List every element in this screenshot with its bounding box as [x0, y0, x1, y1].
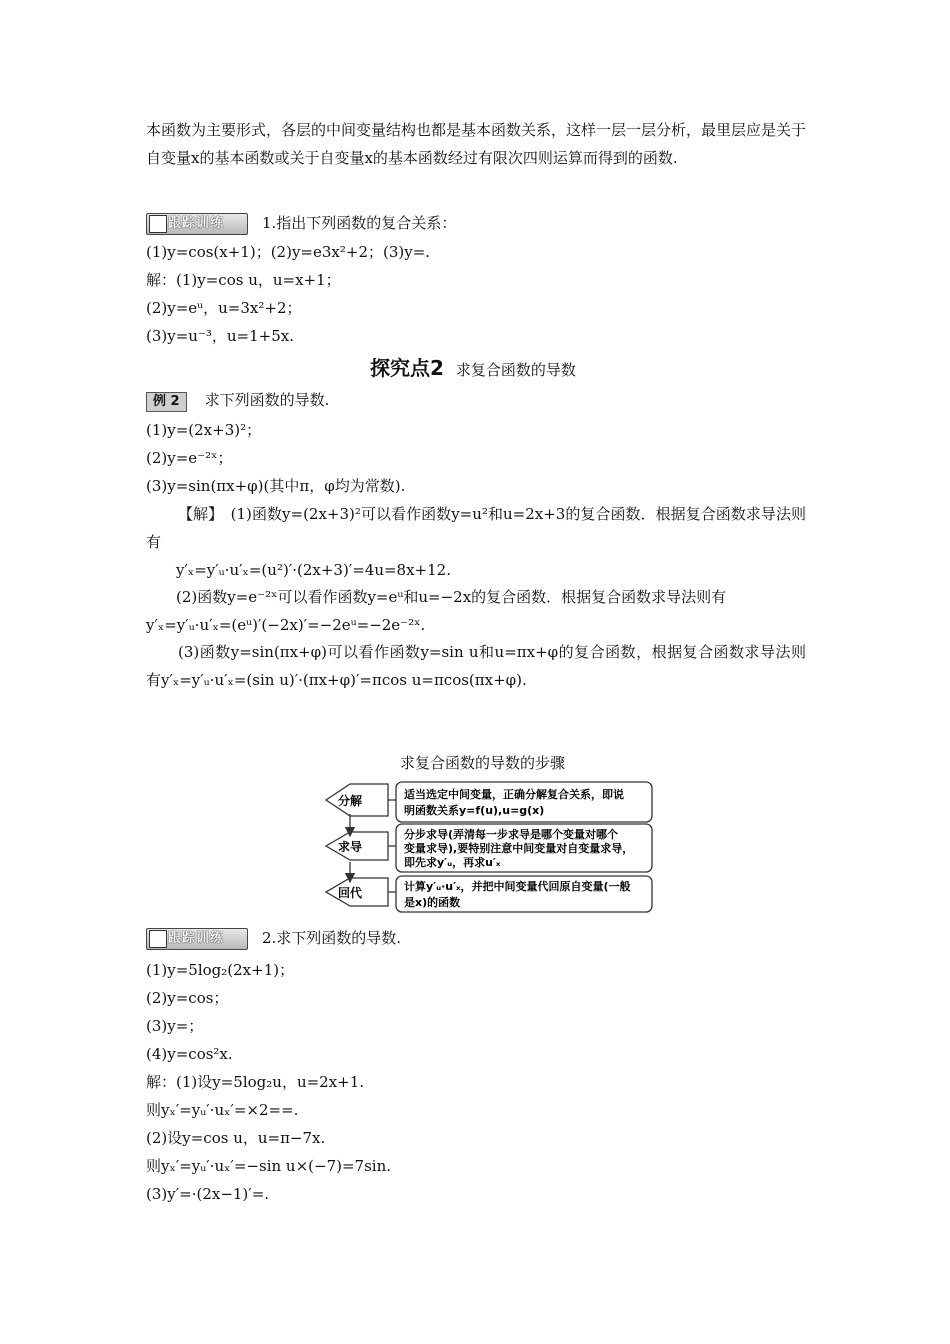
- section-heading: [370, 352, 576, 381]
- example-2-prompt: 求下列函数的导数.: [204, 391, 330, 409]
- training-2-q2: (2)y=cos；: [146, 989, 229, 1007]
- step-text-line: 是x)的函数: [404, 896, 461, 909]
- example-2-header: [146, 390, 329, 412]
- example-2-q2: (2)y=e⁻²ˣ；: [146, 449, 233, 467]
- training-2-q3: (3)y=；: [146, 1017, 204, 1035]
- step-label: 求导: [338, 840, 363, 854]
- example-2-solution-1: 【解】 (1)函数y=(2x+3)²可以看作函数y=u²和u=2x+3的复合函数．根据复合函数求导法则有: [146, 505, 806, 551]
- training-tag: 跟踪训练: [146, 928, 248, 950]
- training-2-header: [146, 928, 401, 950]
- example-2-solution-1-formula: y′ₓ=y′ᵤ·u′ₓ=(u²)′·(2x+3)′=4u=8x+12.: [176, 561, 451, 579]
- training-2-solution-1: 解：(1)设y=5log₂u，u=2x+1.: [146, 1073, 365, 1091]
- diagram-title: 求复合函数的导数的步骤: [400, 754, 566, 772]
- step-differentiate: [326, 824, 652, 872]
- step-text-line: 明函数关系y=f(u),u=g(x): [404, 804, 545, 817]
- training-2-solution-5: (3)y′=·(2x−1)′=.: [146, 1185, 270, 1203]
- step-label: 回代: [338, 886, 363, 900]
- step-text-line: 计算y′ᵤ·u′ₓ，并把中间变量代回原自变量(一般: [404, 880, 631, 893]
- training-2-q4: (4)y=cos²x.: [146, 1045, 233, 1063]
- step-text-line: 适当选定中间变量，正确分解复合关系，即说: [404, 788, 624, 801]
- steps-flowchart: [318, 778, 658, 918]
- training-tag: 跟踪训练: [146, 213, 248, 235]
- section-subtitle: 求复合函数的导数: [455, 361, 576, 379]
- notebook-check-icon: [149, 215, 167, 233]
- example-tag: 例 2: [146, 392, 187, 412]
- training-2-prompt: 2.求下列函数的导数.: [262, 929, 402, 947]
- example-2-q3: (3)y=sin(πx+φ)(其中π，φ均为常数).: [146, 477, 406, 495]
- example-2-solution-2: (2)函数y=e⁻²ˣ可以看作函数y=eᵘ和u=−2x的复合函数．根据复合函数求导法则有: [176, 588, 727, 606]
- step-substitute: [326, 876, 652, 912]
- step-text-line: 分步求导(弄清每一步求导是哪个变量对哪个: [404, 828, 619, 841]
- training-1-solution-1: 解：(1)y=cos u，u=x+1；: [146, 271, 341, 289]
- example-2-solution-3: (3)函数y=sin(πx+φ)可以看作函数y=sin u和u=πx+φ的复合函数，根据复合函数求导法则有y′ₓ=y′ᵤ·u′ₓ=(sin u)′·(πx+φ)′=πcos u=πcos(πx+φ).: [146, 643, 806, 689]
- step-decompose: [326, 782, 652, 822]
- step-text-line: 即先求y′ᵤ，再求u′ₓ: [404, 856, 501, 869]
- training-1-solution-2: (2)y=eᵘ，u=3x²+2；: [146, 299, 302, 317]
- example-2-solution-2-formula: y′ₓ=y′ᵤ·u′ₓ=(eᵘ)′(−2x)′=−2eᵘ=−2e⁻²ˣ.: [146, 616, 426, 634]
- training-1-solution-3: (3)y=u⁻³，u=1+5x.: [146, 327, 294, 345]
- notebook-check-icon: [149, 930, 167, 948]
- training-2-solution-3: (2)设y=cos u，u=π−7x.: [146, 1129, 326, 1147]
- example-2-q1: (1)y=(2x+3)²；: [146, 421, 262, 439]
- intro-paragraph: 本函数为主要形式，各层的中间变量结构也都是基本函数关系，这样一层一层分析，最里层应是关于自变量x的基本函数或关于自变量x的基本函数经过有限次四则运算而得到的函数.: [146, 121, 807, 167]
- training-1-question: (1)y=cos(x+1)；(2)y=e3x²+2；(3)y=.: [146, 243, 431, 261]
- training-1-prompt: 1.指出下列函数的复合关系：: [262, 214, 457, 232]
- section-title: 探究点2: [370, 356, 444, 380]
- step-text-line: 变量求导),要特别注意中间变量对自变量求导，: [404, 842, 634, 855]
- training-1-header: [146, 213, 456, 235]
- training-2-solution-2: 则yₓ′=yᵤ′·uₓ′=×2==.: [146, 1101, 299, 1119]
- step-label: 分解: [338, 794, 363, 808]
- training-2-solution-4: 则yₓ′=yᵤ′·uₓ′=−sin u×(−7)=7sin.: [146, 1157, 392, 1175]
- training-2-q1: (1)y=5log₂(2x+1)；: [146, 961, 295, 979]
